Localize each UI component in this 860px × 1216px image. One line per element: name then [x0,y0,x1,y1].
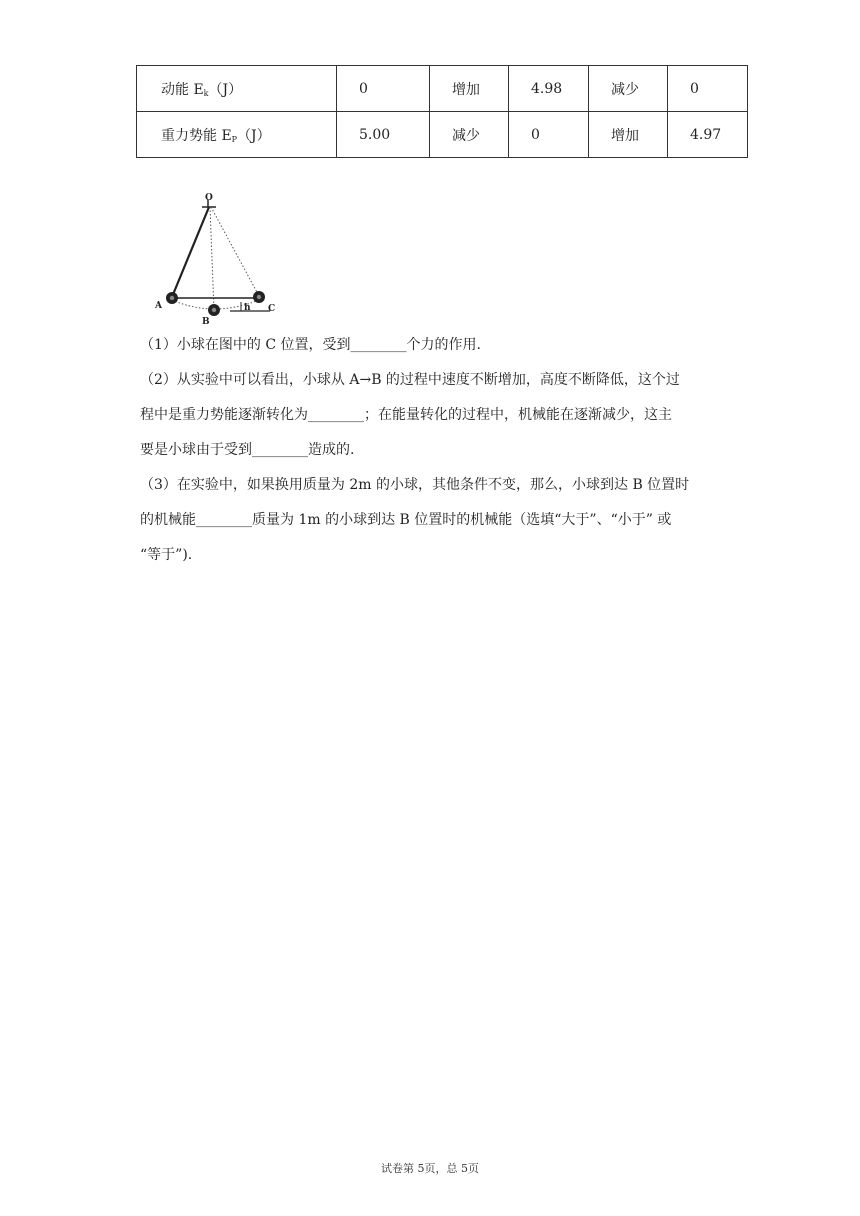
pendulum-diagram [150,190,290,325]
question-3-line-2: 的机械能________质量为 1m 的小球到达 B 位置时的机械能（选填“大于”、“小于” 或 [140,512,672,528]
question-3 [140,468,720,573]
label-c: C [268,304,276,314]
ball-b-highlight [212,308,216,312]
row-label-potential [137,112,337,158]
label-subscript: P [231,134,238,144]
ball-a-highlight [170,296,174,300]
label-unit: （J） [237,127,271,144]
table-row-potential [137,112,748,158]
question-2-line-3: 要是小球由于受到________造成的. [140,442,355,458]
pendulum-string [172,207,209,297]
question-1 [140,328,720,363]
table-row-kinetic [137,66,748,112]
dotted-string-b [210,207,214,310]
question-1-text: （1）小球在图中的 C 位置，受到________个力的作用. [140,337,481,353]
label-h: h [244,303,251,313]
label-b: B [202,317,210,325]
label-a: A [155,301,162,311]
table-cell: 增加 [589,112,668,158]
dotted-string-c [211,207,259,296]
ball-c-highlight [257,295,261,299]
page-footer: 试卷第 5页，总 5页 [381,1162,479,1175]
table-cell: 5.00 [337,112,430,158]
energy-table [136,65,748,158]
table-cell: 0 [337,66,430,112]
table-cell: 4.97 [668,112,748,158]
question-2-line-1: （2）从实验中可以看出，小球从 A→B 的过程中速度不断增加，高度不断降低，这个过 [140,372,680,388]
row-label-kinetic [137,66,337,112]
question-2 [140,363,720,468]
question-3-line-1: （3）在实验中，如果换用质量为 2m 的小球，其他条件不变，那么，小球到达 B 位置时 [140,477,690,493]
label-o: O [205,193,213,203]
table-cell: 0 [668,66,748,112]
label-subscript: k [203,88,209,98]
question-2-line-2: 程中是重力势能逐渐转化为________；在能量转化的过程中，机械能在逐渐减少，这主 [140,407,672,423]
table-cell: 减少 [430,112,509,158]
question-3-line-3: “等于”). [140,547,193,563]
table-cell: 0 [509,112,589,158]
table-cell: 减少 [589,66,668,112]
table-cell: 4.98 [509,66,589,112]
table-cell: 增加 [430,66,509,112]
label-text: 重力势能 E [161,127,232,144]
label-text: 动能 E [161,81,204,98]
label-unit: （J） [208,81,243,98]
